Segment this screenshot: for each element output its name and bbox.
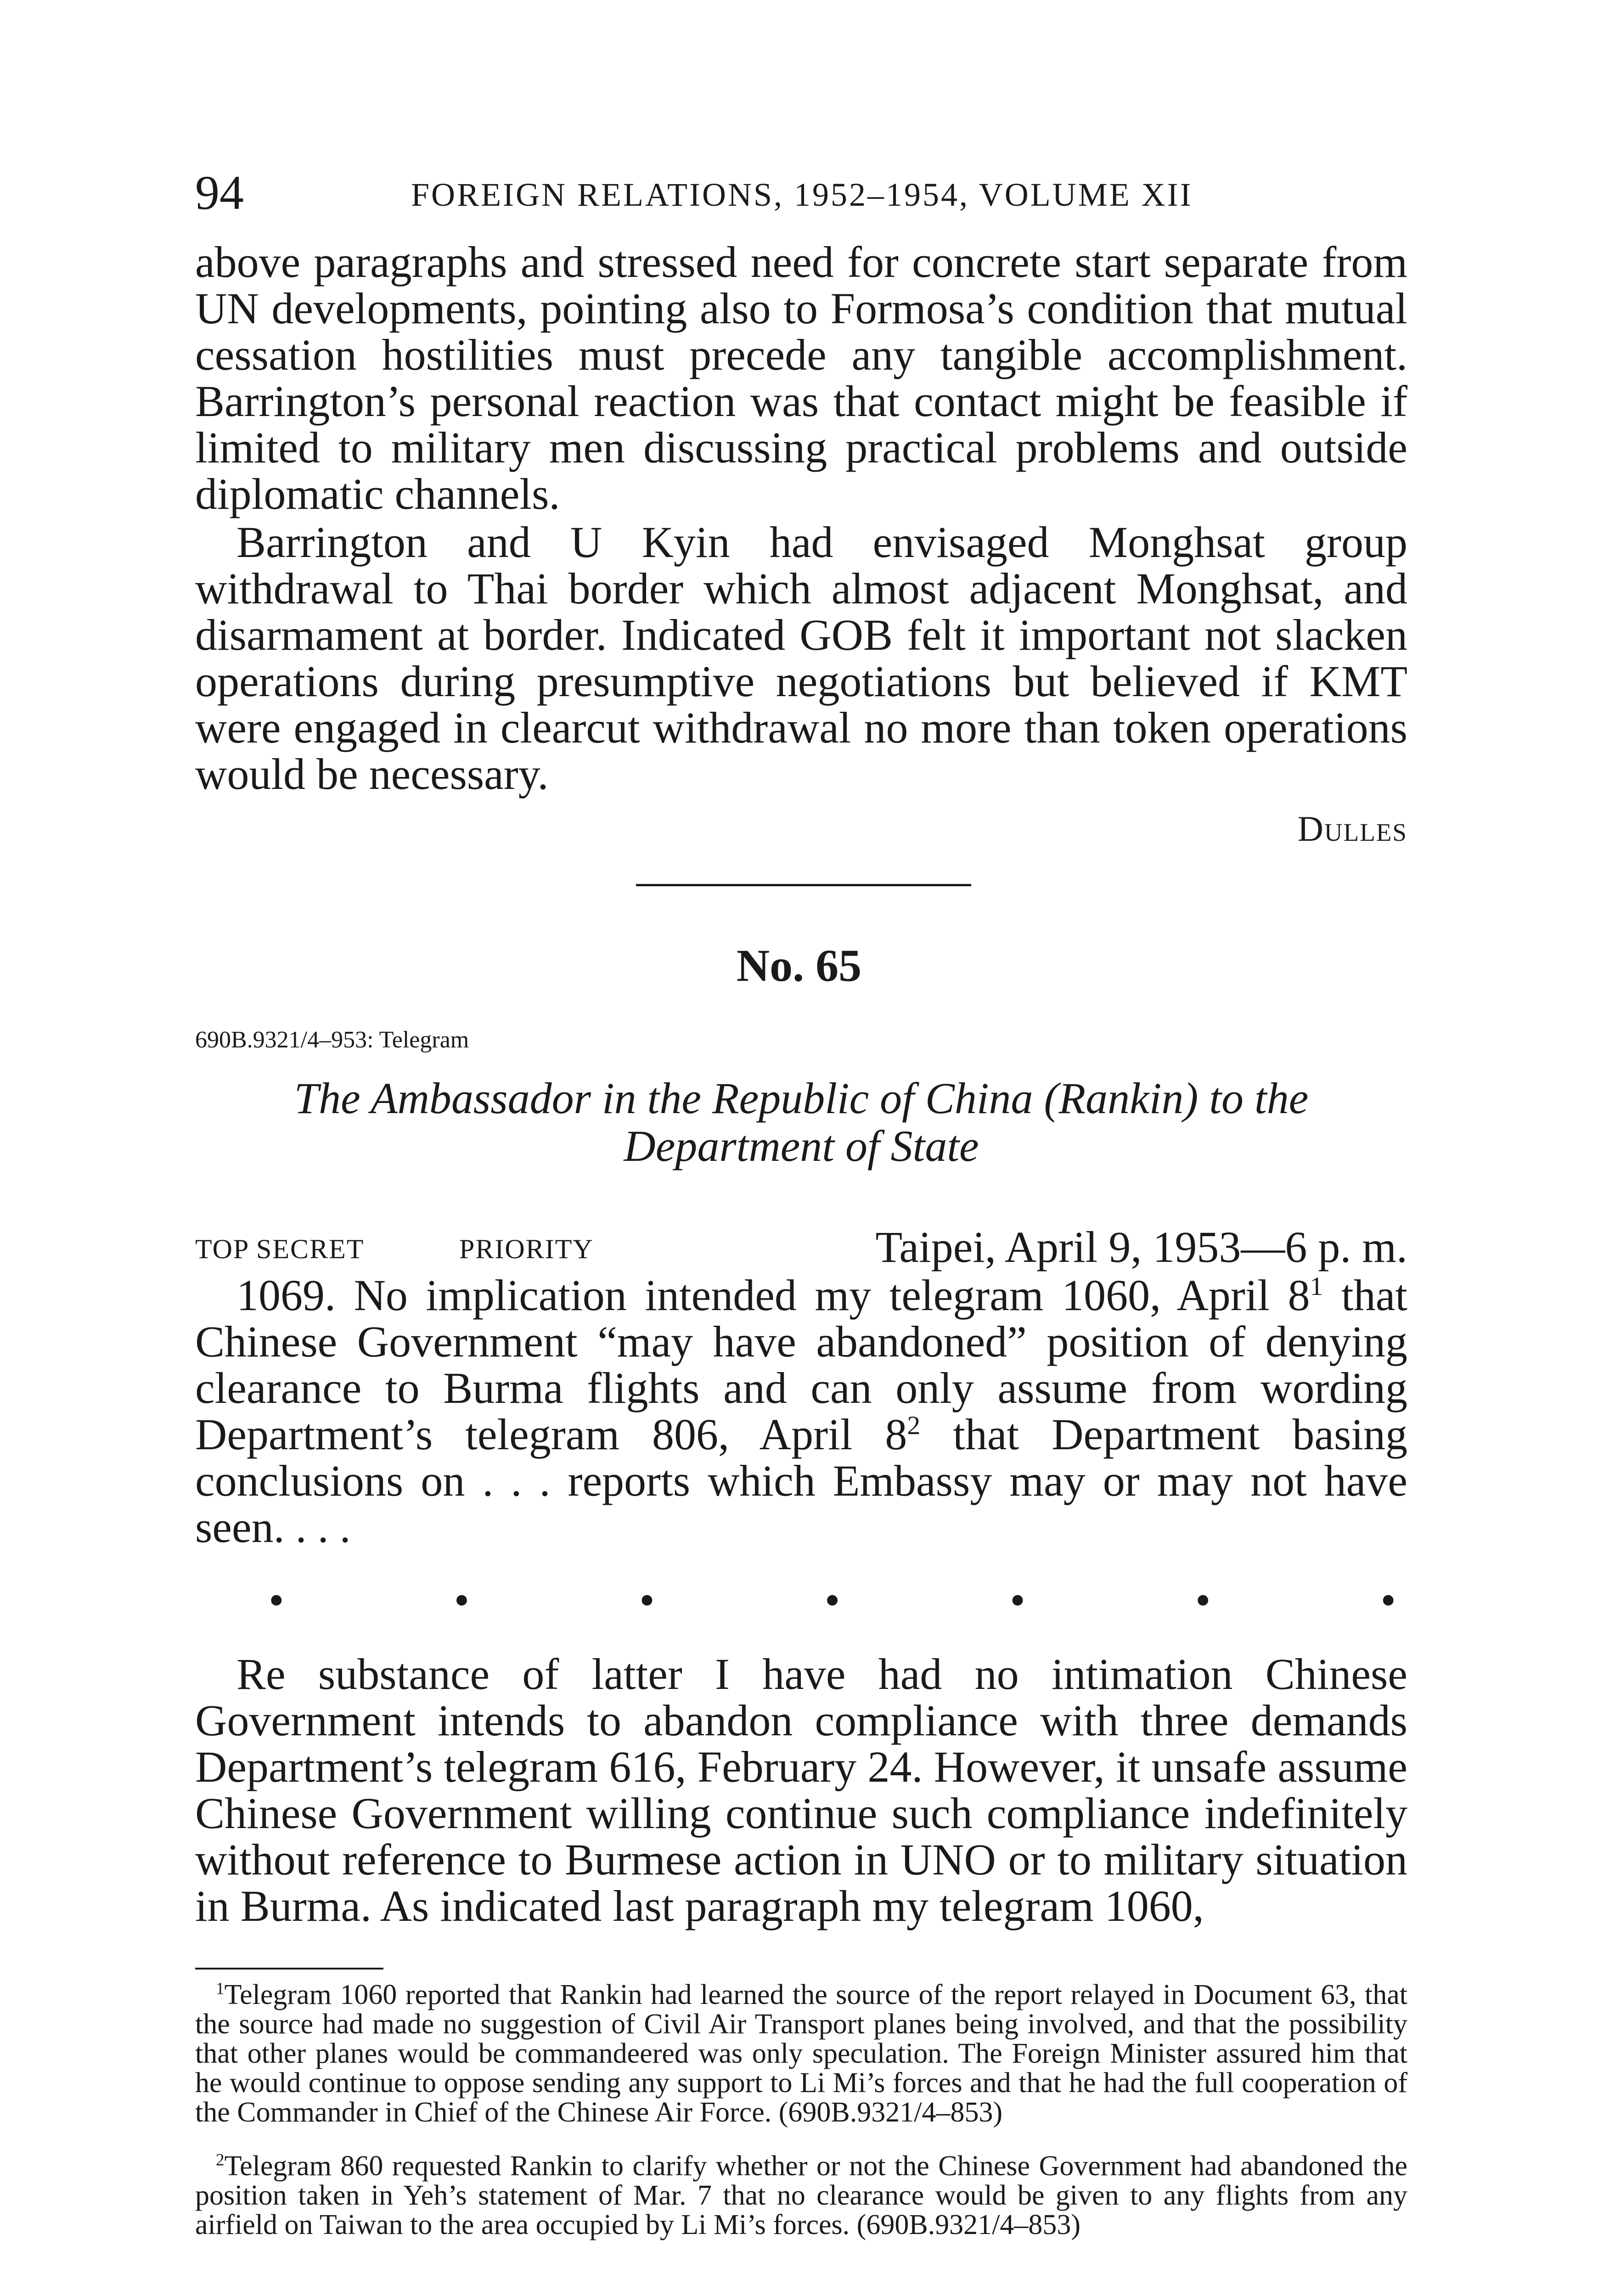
omission-dot: •	[454, 1576, 470, 1625]
file-reference: 690B.9321/4–953: Telegram	[195, 1027, 469, 1053]
telegram-paragraph-1-part-b: that Chinese Government “may have abandoned” position of denying clearance to Burma flights and can only assume from wording Department’s telegram 806, April 8	[195, 1271, 1408, 1459]
signature: Dulles	[1297, 809, 1407, 849]
document-title-line-1: The Ambassador in the Republic of China (Rankin) to the	[294, 1074, 1309, 1123]
footnote-ref-1: 1	[1310, 1272, 1323, 1301]
telegram-paragraph-1-part-a: 1069. No implication intended my telegram 1060, April 8	[236, 1271, 1310, 1320]
footnote-ref-2: 2	[907, 1411, 921, 1440]
footnote-1-mark: 1	[216, 1979, 225, 1998]
running-head-title: FOREIGN RELATIONS, 1952–1954, VOLUME XII	[411, 176, 1193, 213]
footnote-1	[195, 1980, 1407, 2127]
omission-marks	[195, 1576, 1407, 1625]
omission-dot: •	[639, 1576, 655, 1625]
page-number: 94	[195, 166, 244, 219]
document-number: No. 65	[736, 940, 862, 991]
omission-dot: •	[1380, 1576, 1396, 1625]
footnote-2-mark: 2	[216, 2150, 225, 2170]
precedence-label: PRIORITY	[459, 1234, 594, 1264]
footnote-2	[195, 2151, 1407, 2240]
omission-dot: •	[269, 1576, 284, 1625]
document-title	[195, 1075, 1407, 1170]
telegram-paragraph-1-part-c: that Department basing conclusions on . . . reports which Embassy may or may not have seen. . . .	[195, 1410, 1408, 1552]
omission-dot: •	[1195, 1576, 1211, 1625]
place-date: Taipei, April 9, 1953—6 p. m.	[875, 1222, 1407, 1272]
dateline	[195, 1221, 1407, 1272]
omission-dot: •	[1010, 1576, 1025, 1625]
telegram-paragraph-1	[195, 1272, 1407, 1550]
footnote-rule	[195, 1968, 383, 1970]
continuation-paragraph-1: above paragraphs and stressed need for concrete start separate from UN developments, pointing also to Formosa’s condition that mutual cessation hostilities must precede any tangible accomplishment. Barrington’s personal reaction was that contact might be feasible if limited to military men discussing practical problems and outside diplomatic channels.	[195, 237, 1407, 518]
continuation-paragraph-2: Barrington and U Kyin had envisaged Monghsat group withdrawal to Thai border which almost adjacent Monghsat, and disarmament at border. Indicated GOB felt it important not slacken operations during presumptive negotiations but believed if KMT were engaged in clearcut withdrawal no more than token operations would be necessary.	[195, 518, 1407, 799]
telegram-paragraph-2: Re substance of latter I have had no intimation Chinese Government intends to abandon compliance with three demands Department’s telegram 616, February 24. However, it unsafe assume Chinese Government willing continue such compliance indefinitely without reference to Burmese action in UNO or to military situation in Burma. As indicated last paragraph my telegram 1060,	[195, 1649, 1407, 1930]
section-separator	[636, 884, 971, 886]
classification-label: TOP SECRET	[195, 1234, 365, 1264]
running-head	[195, 165, 1407, 220]
document-title-line-2: Department of State	[624, 1121, 979, 1171]
omission-dot: •	[824, 1576, 840, 1625]
footnote-2-text: Telegram 860 requested Rankin to clarify whether or not the Chinese Government had abandoned the position taken in Yeh’s statement of Mar. 7 that no clearance would be given to any flights from any airfield on Taiwan to the area occupied by Li Mi’s forces. (690B.9321/4–853)	[195, 2150, 1407, 2240]
footnote-1-text: Telegram 1060 reported that Rankin had learned the source of the report relayed in Document 63, that the source had made no suggestion of Civil Air Transport planes being involved, and that the possibility that other planes would be commandeered was only speculation. The Foreign Minister assured him that he would continue to oppose sending any support to Li Mi’s forces and that he had the full cooperation of the Commander in Chief of the Chinese Air Force. (690B.9321/4–853)	[195, 1979, 1407, 2128]
